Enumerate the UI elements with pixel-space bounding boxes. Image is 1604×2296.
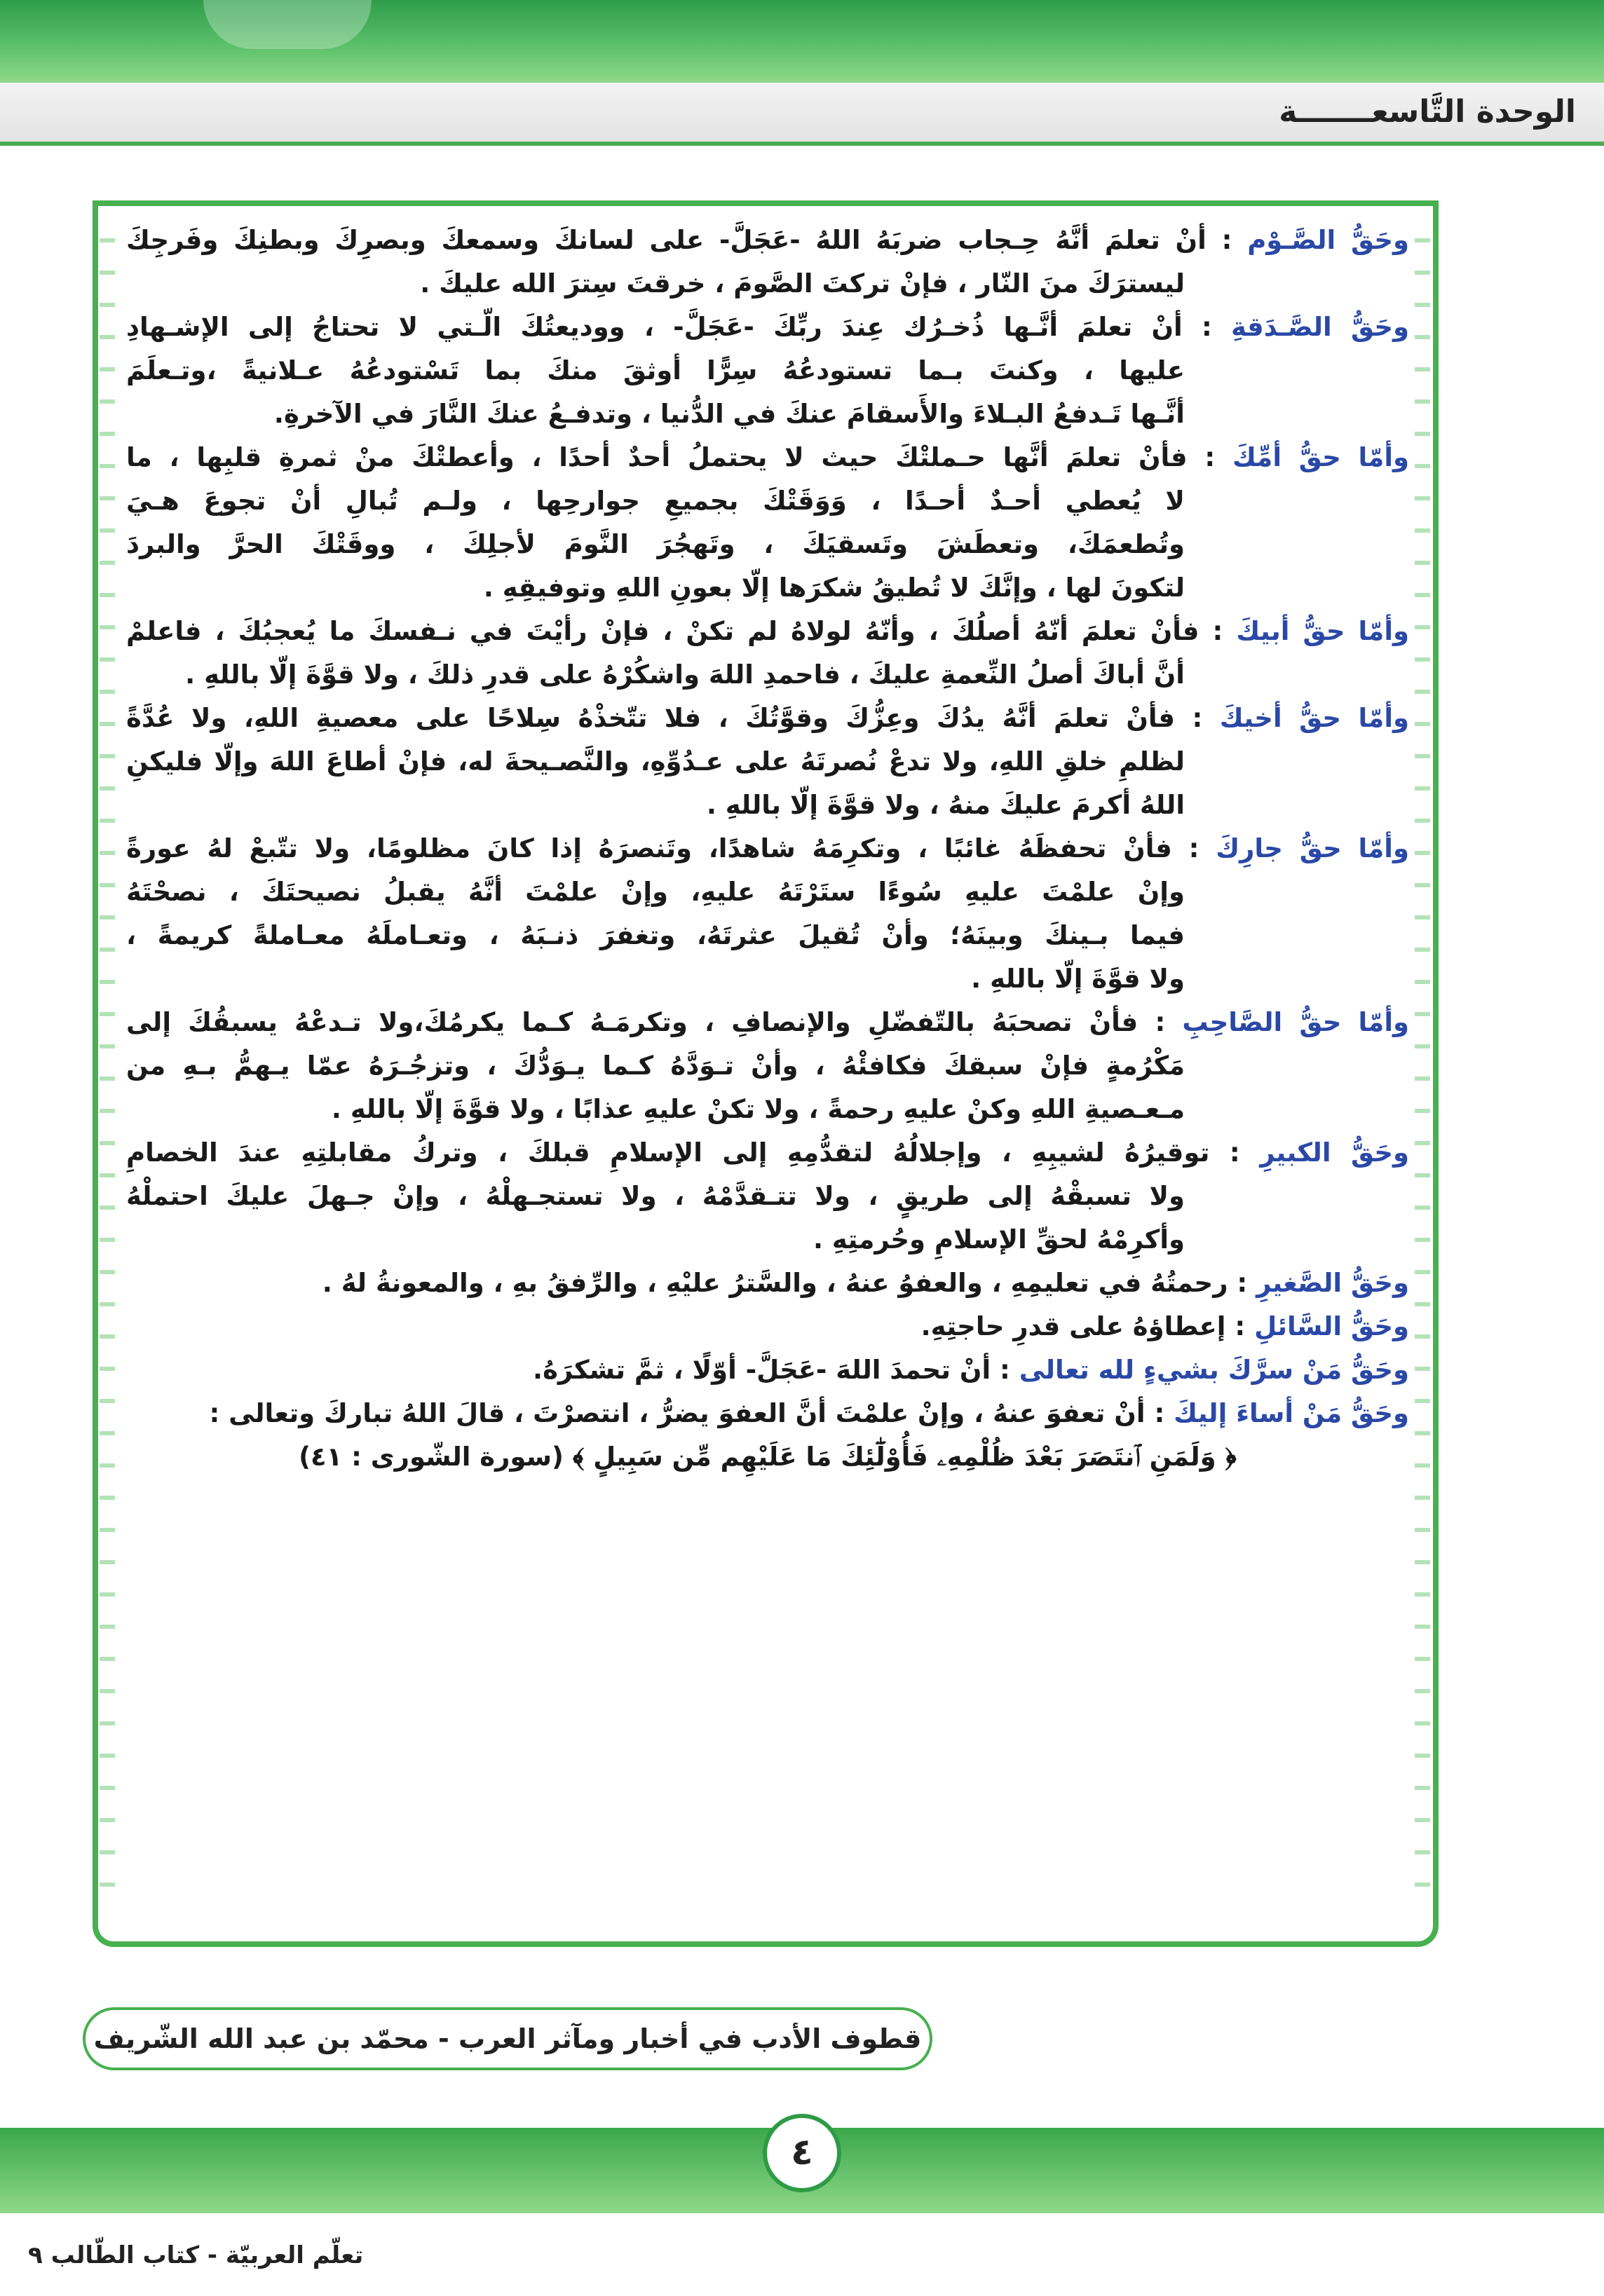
text-line [126, 479, 1409, 523]
text-line [126, 306, 1409, 349]
frame-left-edge [100, 210, 115, 1892]
unit-title: الوحدة التَّاسعـــــــة [1279, 94, 1576, 130]
entry-heading: وأمّا حقُّ أمِّكَ [1232, 442, 1410, 472]
source-citation: قطوف الأدب في أخبار ومآثر العرب - محمّد بن عبد الله الشّريف [93, 2023, 922, 2054]
entry-text: ولا قوَّةَ إلّا باللهِ . [971, 964, 1185, 994]
text-line [126, 914, 1409, 957]
entry-text: أنْ تعفوَ عنهُ ، وإنْ علمْتَ أنَّ العفوَ يضرُّ ، انتصرْتَ ، قالَ اللهُ تباركَ وتعالى : [209, 1398, 1146, 1428]
ornament-decoration [203, 0, 372, 49]
text-line [126, 1392, 1409, 1435]
entry-heading: وحَقُّ مَنْ سرَّكَ بشيءٍ لله تعالى [1019, 1355, 1409, 1385]
entry-heading: وأمّا حقُّ أخيكَ [1219, 703, 1410, 733]
rights-entry [126, 1305, 1409, 1348]
text-line [126, 1088, 1409, 1131]
source-box [83, 2007, 932, 2070]
entry-text: ليسترَكَ منَ النّار ، فإنْ تركتَ الصَّومَ ، خرقتَ سِترَ الله عليكَ . [420, 268, 1185, 299]
text-line [126, 1305, 1409, 1348]
rights-entry [126, 219, 1409, 306]
text-line [126, 1044, 1409, 1088]
text-line [126, 610, 1409, 653]
text-line [126, 957, 1409, 1001]
entry-text: لا يُعطي أحـدٌ أحـدًا ، وَوَقَتْكَ بجميعِ جوارحِها ، ولـم تُبالِ أنْ تجوعَ هـيَ [126, 486, 1185, 516]
text-line [126, 262, 1409, 306]
rights-entry [126, 610, 1409, 697]
entry-text: أنَّـها تَـدفعُ البـلاءَ والأَسقامَ عنكَ في الدُّنيا ، وتدفـعُ عنكَ النَّارَ في الآخرةِ. [273, 399, 1185, 429]
entry-heading: وحَقُّ الصَّغيرِ [1256, 1268, 1409, 1298]
entry-text: مـعـصيةِ اللهِ وكنْ عليهِ رحمةً ، ولا تكنْ عليهِ عذابًا ، ولا قوَّةَ إلّا باللهِ . [331, 1094, 1185, 1124]
heading-colon: : [1145, 1398, 1174, 1428]
entry-text: فأنْ تصحبَهُ بالتّفضّلِ والإنصافِ ، وتكرمَـهُ كـما يكرمُكَ،ولا تـدعْهُ يسبقُكَ إلى [126, 1007, 1139, 1037]
entry-text: وإنْ علمْتَ عليهِ سُوءًا ستَرْتَهُ عليهِ، وإنْ علمْتَ أنَّهُ يقبلُ نصيحتَكَ ، نصحْتَهُ [126, 877, 1185, 907]
entry-heading: وأمّا حقُّ جارِكَ [1216, 833, 1409, 863]
heading-colon: : [991, 1355, 1019, 1385]
entry-heading: وأمّا حقُّ أبيكَ [1236, 616, 1410, 646]
rights-entry [126, 1131, 1409, 1262]
text-line [126, 1001, 1409, 1044]
entry-text: لظلمِ خلقِ اللهِ، ولا تدعْ نُصرتَهُ على عـدُوِّهِ، والنَّصـيحةَ له، فإنْ أطاعَ اللهَ وإلّا فليكنِ [126, 746, 1185, 777]
heading-colon: : [1199, 616, 1237, 646]
quran-verse-line [126, 1435, 1409, 1479]
entry-text: فأنْ تعلمَ أنَّها حـملتْكَ حيث لا يحتملُ أحدٌ أحدًا ، وأعطتْكَ منْ ثمرةِ قلبِها ، ما [126, 442, 1188, 472]
text-line [126, 697, 1409, 740]
entry-text: أنْ تحمدَ اللهَ -عَجَلَّ- أوّلًا ، ثمَّ تشكرَهُ. [533, 1355, 991, 1385]
rights-entry [126, 306, 1409, 436]
text-line [126, 436, 1409, 479]
text-line [126, 653, 1409, 697]
rights-entry [126, 1001, 1409, 1131]
entry-text: لتكونَ لها ، وإنَّكَ لا تُطيقُ شكرَها إلّا بعونِ اللهِ وتوفيقِهِ . [483, 573, 1185, 603]
heading-colon: : [1182, 312, 1232, 342]
heading-colon: : [1209, 1137, 1260, 1168]
text-line [126, 523, 1409, 566]
entry-text: أنْ تعلمَ أنَّـها ذُخـرُك عِندَ ربِّكَ -عَجَلَّ- ، ووديعتُكَ الّـتي لا تحتاجُ إلى الإشـهادِ [126, 312, 1183, 342]
entry-text: اللهُ أكرمَ عليكَ منهُ ، ولا قوَّةَ إلّا باللهِ . [706, 790, 1185, 820]
heading-colon: : [1225, 1311, 1255, 1341]
text-line [126, 784, 1409, 827]
rights-entry [126, 1392, 1409, 1435]
text-line [126, 1131, 1409, 1175]
entry-text: فأنْ تحفظَهُ غائبًا ، وتكرِمَهُ شاهدًا، وتَنصرَهُ إذا كانَ مظلومًا، ولا تتّبعْ لهُ عورةً [126, 833, 1172, 863]
entry-heading: وحَقُّ السَّائلِ [1254, 1311, 1409, 1341]
entry-text: رحمتُهُ في تعليمِهِ ، والعفوُ عنهُ ، والسَّترُ عليْهِ ، والرِّفقُ بهِ ، والمعونةُ لهُ . [322, 1268, 1228, 1298]
entry-text: عليها ، وكنتَ بـما تستودعُهُ سِرًّا أوثقَ منكَ بما تَسْتودعُهُ عـلانيةً ،وتـعلَمَ [126, 355, 1185, 385]
page-number: ٤ [763, 2114, 841, 2192]
heading-colon: : [1187, 442, 1232, 472]
heading-colon: : [1228, 1268, 1257, 1298]
entry-heading: وحَقُّ مَنْ أساءَ إليكَ [1174, 1398, 1409, 1428]
entry-text: إعطاؤهُ على قدرِ حاجتِهِ. [920, 1311, 1226, 1341]
heading-colon: : [1206, 225, 1248, 255]
rights-entry [126, 697, 1409, 827]
main-text [126, 219, 1409, 1479]
entry-text: فيما بـينكَ وبينَهُ؛ وأنْ تُقيلَ عثرتَهُ، وتغفرَ ذنـبَهُ ، وتعـاملَهُ معـاملةً كريمةً ، [126, 920, 1185, 950]
quran-verse: ﴿ وَلَمَنِ ٱنتَصَرَ بَعْدَ ظُلْمِهِۦ فَأُوْلَٰٓئِكَ مَا عَلَيْهِم مِّن سَبِيلٍ ﴾ [572, 1442, 1237, 1472]
frame-right-edge [1415, 210, 1430, 1892]
entry-text: فأنْ تعلمَ أنّهُ أصلُكَ ، وأنّهُ لولاهُ لم تكنْ ، فإنْ رأيْتَ في نـفسكَ ما يُعجبُكَ ، فاعلمْ [126, 616, 1199, 646]
rights-entry [126, 436, 1409, 610]
text-line [126, 870, 1409, 914]
text-line [126, 1175, 1409, 1218]
entry-heading: وأمّا حقُّ الصَّاحِبِ [1182, 1007, 1409, 1037]
entry-text: فأنْ تعلمَ أنَّهُ يدُكَ وعِزُّكَ وقوَّتُكَ ، فلا تتّخذْهُ سِلاحًا على معصيةِ اللهِ، ولا عُدَّةً [126, 703, 1176, 733]
heading-colon: : [1175, 703, 1220, 733]
text-line [126, 392, 1409, 436]
entry-heading: وحَقُّ الكبيرِ [1260, 1137, 1409, 1168]
text-line [126, 349, 1409, 392]
entry-text: مَكْرُمةٍ فإنْ سبقكَ فكافئْهُ ، وأنْ تـوَدَّهُ كـما يـوَدُّكَ ، وتزجُـرَهُ عمّا يـهمُّ بـهِ من [126, 1051, 1185, 1081]
verse-reference: (سورة الشّورى : ٤١) [299, 1442, 564, 1472]
book-footer-title: تعلّم العربيّة - كتاب الطّالب ٩ [28, 2241, 364, 2269]
heading-colon: : [1171, 833, 1216, 863]
rights-entry [126, 1348, 1409, 1392]
entry-text: أنَّ أباكَ أصلُ النِّعمةِ عليكَ ، فاحمدِ اللهَ واشكُرْهُ على قدرِ ذلكَ ، ولا قوَّةَ إلّا باللهِ . [185, 660, 1185, 690]
rights-entry [126, 1262, 1409, 1305]
entry-text: توقيرُهُ لشيبِهِ ، وإجلالُهُ لتقدُّمِهِ إلى الإسلامِ قبلكَ ، وتركُ مقابلتِهِ عندَ الخصامِ [126, 1137, 1210, 1168]
entry-text: وأكرِمْهُ لحقِّ الإسلامِ وحُرمتِهِ . [813, 1224, 1185, 1255]
text-line [126, 827, 1409, 870]
entry-text: أنْ تعلمَ أنَّهُ حِـجاب ضربَهُ اللهُ -عَجَلَّ- على لسانكَ وسمعكَ وبصرِكَ وبطنِكَ وفَرجِكَ [126, 225, 1207, 255]
entry-text: ولا تسبقْهُ إلى طريقٍ ، ولا تتـقدَّمْهُ ، ولا تستجـهلْهُ ، وإنْ جـهلَ عليكَ احتملْهُ [126, 1181, 1185, 1211]
unit-header-strip [0, 83, 1604, 146]
text-line [126, 219, 1409, 262]
rights-entry [126, 827, 1409, 1001]
text-line [126, 1262, 1409, 1305]
entry-text: وتُطعمَكَ، وتعطَشَ وتَسقيَكَ ، وتَهجُرَ النَّومَ لأجلِكَ ، ووقَتْكَ الحرَّ والبردَ [126, 529, 1185, 559]
text-line [126, 1218, 1409, 1262]
text-line [126, 1348, 1409, 1392]
entry-heading: وحَقُّ الصَّـدَقةِ [1231, 312, 1409, 342]
entry-heading: وحَقُّ الصَّـوْم [1247, 225, 1409, 255]
text-line [126, 566, 1409, 610]
text-line [126, 740, 1409, 784]
heading-colon: : [1138, 1007, 1183, 1037]
